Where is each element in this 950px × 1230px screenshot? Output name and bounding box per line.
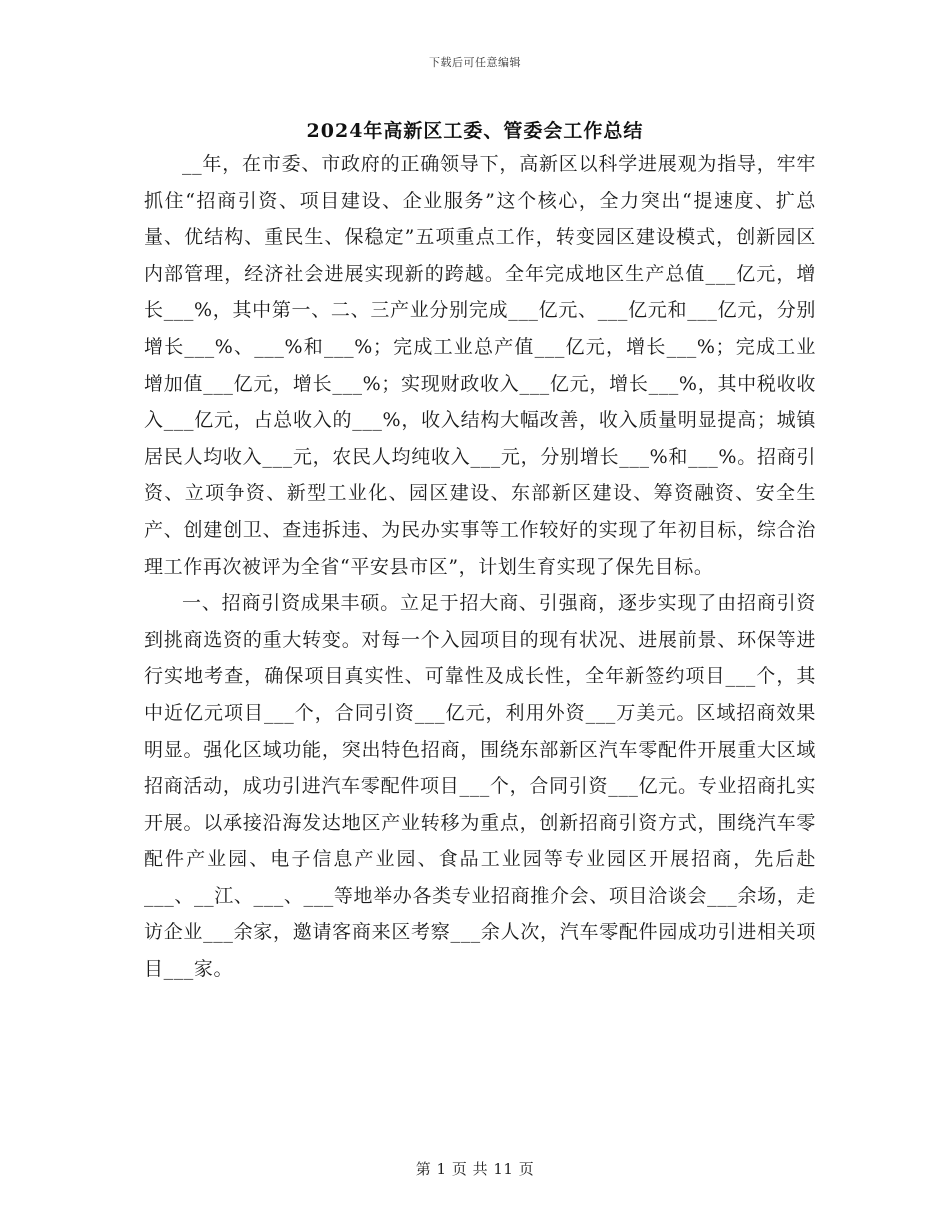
paragraph-intro: __年，在市委、市政府的正确领导下，高新区以科学进展观为指导，牢牢抓住“招商引资、项目建设、企业服务”这个核心，全力突出“提速度、扩总量、优结构、重民生、保稳定”五项重点工作，转变园区建设模式，创新园区内部管理，经济社会进展实现新的跨越。全年完成地区生产总值___亿元，增长___%，其中第一、二、三产业分别完成___亿元、___亿元和___亿元，分别增长___%、___%和___%；完成工业总产值___亿元，增长___%；完成工业增加值___亿元，增长___%；实现财政收入___亿元，增长___%，其中税收收入___亿元，占总收入的___%，收入结构大幅改善，收入质量明显提高；城镇居民人均收入___元，农民人均纯收入___元，分别增长___%和___%。招商引资、立项争资、新型工业化、园区建设、东部新区建设、筹资融资、安全生产、创建创卫、查违拆违、为民办实事等工作较好的实现了年初目标，综合治理工作再次被评为全省“平安县市区”，计划生育实现了保先目标。	[144, 153, 816, 578]
document-body	[144, 146, 816, 988]
document-title: 2024年高新区工委、管委会工作总结	[306, 120, 644, 142]
header-note: 下载后可任意编辑	[429, 56, 521, 69]
page-number-footer: 第 1 页 共 11 页	[415, 1160, 535, 1178]
paragraph-investment: 一、招商引资成果丰硕。立足于招大商、引强商，逐步实现了由招商引资到挑商选资的重大转变。对每一个入园项目的现有状况、进展前景、环保等进行实地考查，确保项目真实性、可靠性及成长性，全年新签约项目___个，其中近亿元项目___个，合同引资___亿元，利用外资___万美元。区域招商效果明显。强化区域功能，突出特色招商，围绕东部新区汽车零配件开展重大区域招商活动，成功引进汽车零配件项目___个，合同引资___亿元。专业招商扎实开展。以承接沿海发达地区产业转移为重点，创新招商引资方式，围绕汽车零配件产业园、电子信息产业园、食品工业园等专业园区开展招商，先后赴___、__江、___、___等地举办各类专业招商推介会、项目洽谈会___余场，走访企业___余家，邀请客商来区考察___余人次，汽车零配件园成功引进相关项目___家。	[144, 592, 816, 981]
